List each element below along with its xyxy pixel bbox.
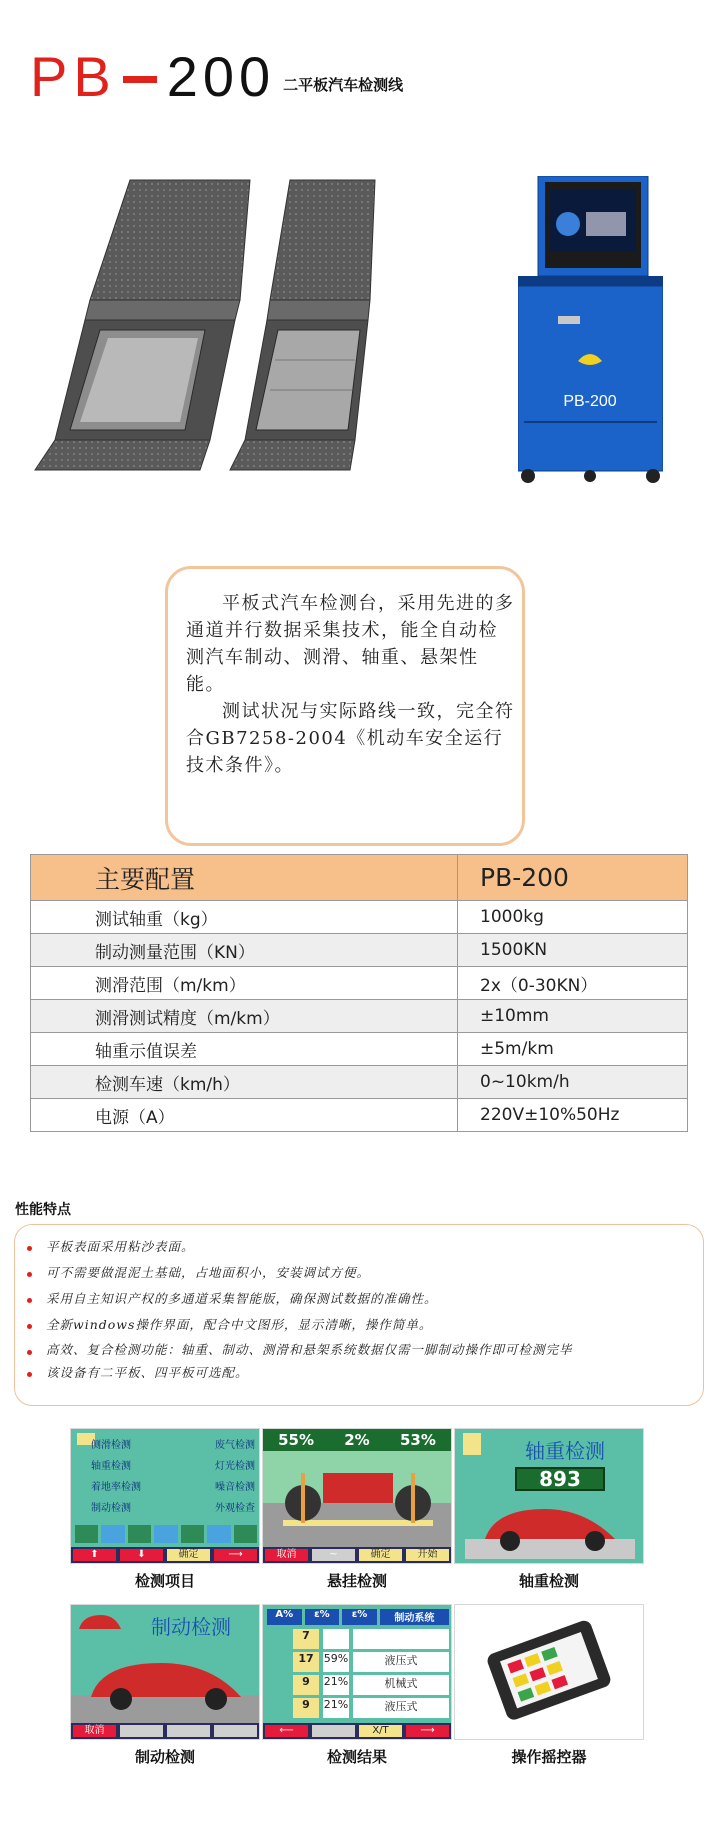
screen-button-bar [263, 1547, 451, 1563]
empty-button[interactable] [312, 1725, 355, 1737]
table-row [293, 1652, 449, 1672]
table-row [31, 934, 688, 967]
spec-value: 0~10km/h [458, 1066, 688, 1099]
description-paragraph-2: 测试状况与实际路线一致，完全符合GB7258-2004《机动车安全运行技术条件》。 [186, 701, 515, 776]
suspension-value-1: 55% [278, 1431, 315, 1449]
title-dash [123, 76, 157, 83]
model-number: 200 [166, 45, 276, 108]
description-text [186, 590, 516, 779]
table-row [293, 1675, 449, 1695]
screen-detect-items [70, 1428, 260, 1564]
screen-caption: 悬挂检测 [326, 1572, 387, 1590]
wave-button[interactable]: ~ [312, 1549, 355, 1561]
detect-item-left: 制动检测 [91, 1503, 131, 1514]
screen-caption: 检测结果 [326, 1748, 387, 1766]
screen-suspension [262, 1428, 452, 1564]
suspension-value-3: 53% [399, 1431, 436, 1449]
up-button[interactable]: ⬆ [73, 1549, 116, 1561]
result-type: 液压式 [353, 1652, 449, 1672]
car-thumb-icon [75, 1609, 125, 1635]
screen-caption: 制动检测 [134, 1748, 195, 1766]
platform-plates-image [30, 170, 440, 530]
screen-result [262, 1604, 452, 1740]
spec-name: 测试轴重（kg） [31, 901, 458, 934]
detect-item-left: 着地率检测 [91, 1482, 141, 1493]
screen-caption: 轴重检测 [518, 1572, 579, 1590]
result-num: 9 [293, 1675, 319, 1695]
empty-button[interactable] [214, 1725, 257, 1737]
back-button[interactable]: ⟵ [265, 1725, 308, 1737]
list-item: 高效、复合检测功能：轴重、制动、测滑和悬架系统数据仅需一脚制动操作即可检测完毕 [24, 1340, 704, 1362]
detect-item-right: 废气检测 [215, 1440, 255, 1451]
list-item: 该设备有二平板、四平板可选配。 [24, 1362, 704, 1388]
list-item: 平板表面采用粘沙表面。 [24, 1236, 704, 1262]
screen-caption: 操作摇控器 [511, 1748, 587, 1766]
spec-value: ±10mm [458, 1000, 688, 1033]
detect-item-right: 噪音检测 [215, 1482, 255, 1493]
detect-item-left: 侧滑检测 [91, 1440, 131, 1451]
table-row [31, 1099, 688, 1132]
table-row [31, 901, 688, 934]
suspension-diagram [263, 1453, 452, 1547]
xt-button[interactable]: X/T [359, 1725, 402, 1737]
features-title: 性能特点 [15, 1202, 71, 1218]
weight-icon [463, 1433, 481, 1455]
next-button[interactable]: ⟶ [406, 1725, 449, 1737]
screen-axle [454, 1428, 644, 1564]
screen-button-bar [71, 1547, 259, 1563]
table-row [293, 1698, 449, 1718]
spec-value: 1500KN [458, 934, 688, 967]
remote-controller-image [455, 1605, 644, 1740]
page-header [30, 45, 404, 108]
spec-value: 1000kg [458, 901, 688, 934]
spec-name: 电源（A） [31, 1099, 458, 1132]
spec-name: 测滑范围（m/km） [31, 967, 458, 1000]
cancel-button[interactable]: 取消 [73, 1725, 116, 1737]
result-num: 17 [293, 1652, 319, 1672]
screen-button-bar [263, 1723, 451, 1739]
screen-remote [454, 1604, 644, 1740]
axle-title: 轴重检测 [525, 1439, 605, 1463]
globe-icon [556, 212, 580, 236]
down-button[interactable]: ⬇ [120, 1549, 163, 1561]
empty-button[interactable] [120, 1725, 163, 1737]
confirm-button[interactable]: 确定 [167, 1549, 210, 1561]
screen-caption: 检测项目 [134, 1572, 195, 1590]
spec-value: 220V±10%50Hz [458, 1099, 688, 1132]
left-plate [35, 180, 250, 470]
control-cabinet-image [518, 176, 663, 496]
table-row [31, 1000, 688, 1033]
table-row [31, 967, 688, 1000]
table-row [31, 1066, 688, 1099]
result-pct [323, 1629, 349, 1649]
result-num: 9 [293, 1698, 319, 1718]
brand-text: PB [30, 45, 117, 108]
list-item: 采用自主知识产权的多通道采集智能版，确保测试数据的准确性。 [24, 1288, 704, 1314]
features-list [24, 1236, 704, 1388]
spec-name: 测滑测试精度（m/km） [31, 1000, 458, 1033]
result-num: 7 [293, 1629, 319, 1649]
spec-table-header [31, 855, 688, 901]
spec-table [30, 854, 688, 1132]
description-paragraph-1: 平板式汽车检测台，采用先进的多通道并行数据采集技术，能全自动检测汽车制动、测滑、轴重、悬架性能。 [186, 593, 515, 695]
spec-name: 轴重示值误差 [31, 1033, 458, 1066]
detect-item-right: 外观检查 [215, 1503, 255, 1514]
cabinet-label: PB-200 [563, 393, 617, 410]
screen-brake [70, 1604, 260, 1740]
spec-value: 2x（0-30KN） [458, 967, 688, 1000]
result-type: 液压式 [353, 1698, 449, 1718]
result-pct: 21% [323, 1675, 349, 1695]
confirm-button[interactable]: 确定 [359, 1549, 402, 1561]
result-pct: 21% [323, 1698, 349, 1718]
result-head: 制动系统 [380, 1609, 449, 1625]
result-pct: 59% [323, 1652, 349, 1672]
result-head: ε% [342, 1609, 377, 1625]
result-head: ε% [305, 1609, 340, 1625]
brake-car-image [71, 1645, 260, 1723]
detect-item-left: 轴重检测 [91, 1461, 131, 1472]
cancel-button[interactable]: 取消 [265, 1549, 308, 1561]
detect-item-right: 灯光检测 [215, 1461, 255, 1472]
table-row [293, 1629, 449, 1649]
page-subtitle: 二平板汽车检测线 [283, 76, 404, 94]
suspension-value-2: 2% [344, 1431, 370, 1449]
spec-header-value: PB-200 [458, 855, 688, 901]
list-item: 可不需要做混泥土基础，占地面积小，安装调试方便。 [24, 1262, 704, 1288]
list-item: 全新windows操作界面，配合中文图形，显示清晰，操作简单。 [24, 1314, 704, 1340]
spec-header-name: 主要配置 [31, 855, 458, 901]
start-button[interactable]: 开始 [406, 1549, 449, 1561]
table-row [31, 1033, 688, 1066]
next-button[interactable]: ⟶ [214, 1549, 257, 1561]
axle-weight-readout: 893 [515, 1467, 605, 1491]
empty-button[interactable] [167, 1725, 210, 1737]
screen-button-bar [71, 1723, 259, 1739]
result-type: 机械式 [353, 1675, 449, 1695]
result-type [353, 1629, 449, 1649]
spec-name: 制动测量范围（KN） [31, 934, 458, 967]
brake-title: 制动检测 [151, 1615, 231, 1639]
spec-name: 检测车速（km/h） [31, 1066, 458, 1099]
spec-value: ±5m/km [458, 1033, 688, 1066]
result-head: A% [267, 1609, 302, 1625]
car-image [465, 1499, 635, 1559]
right-plate [230, 180, 375, 470]
